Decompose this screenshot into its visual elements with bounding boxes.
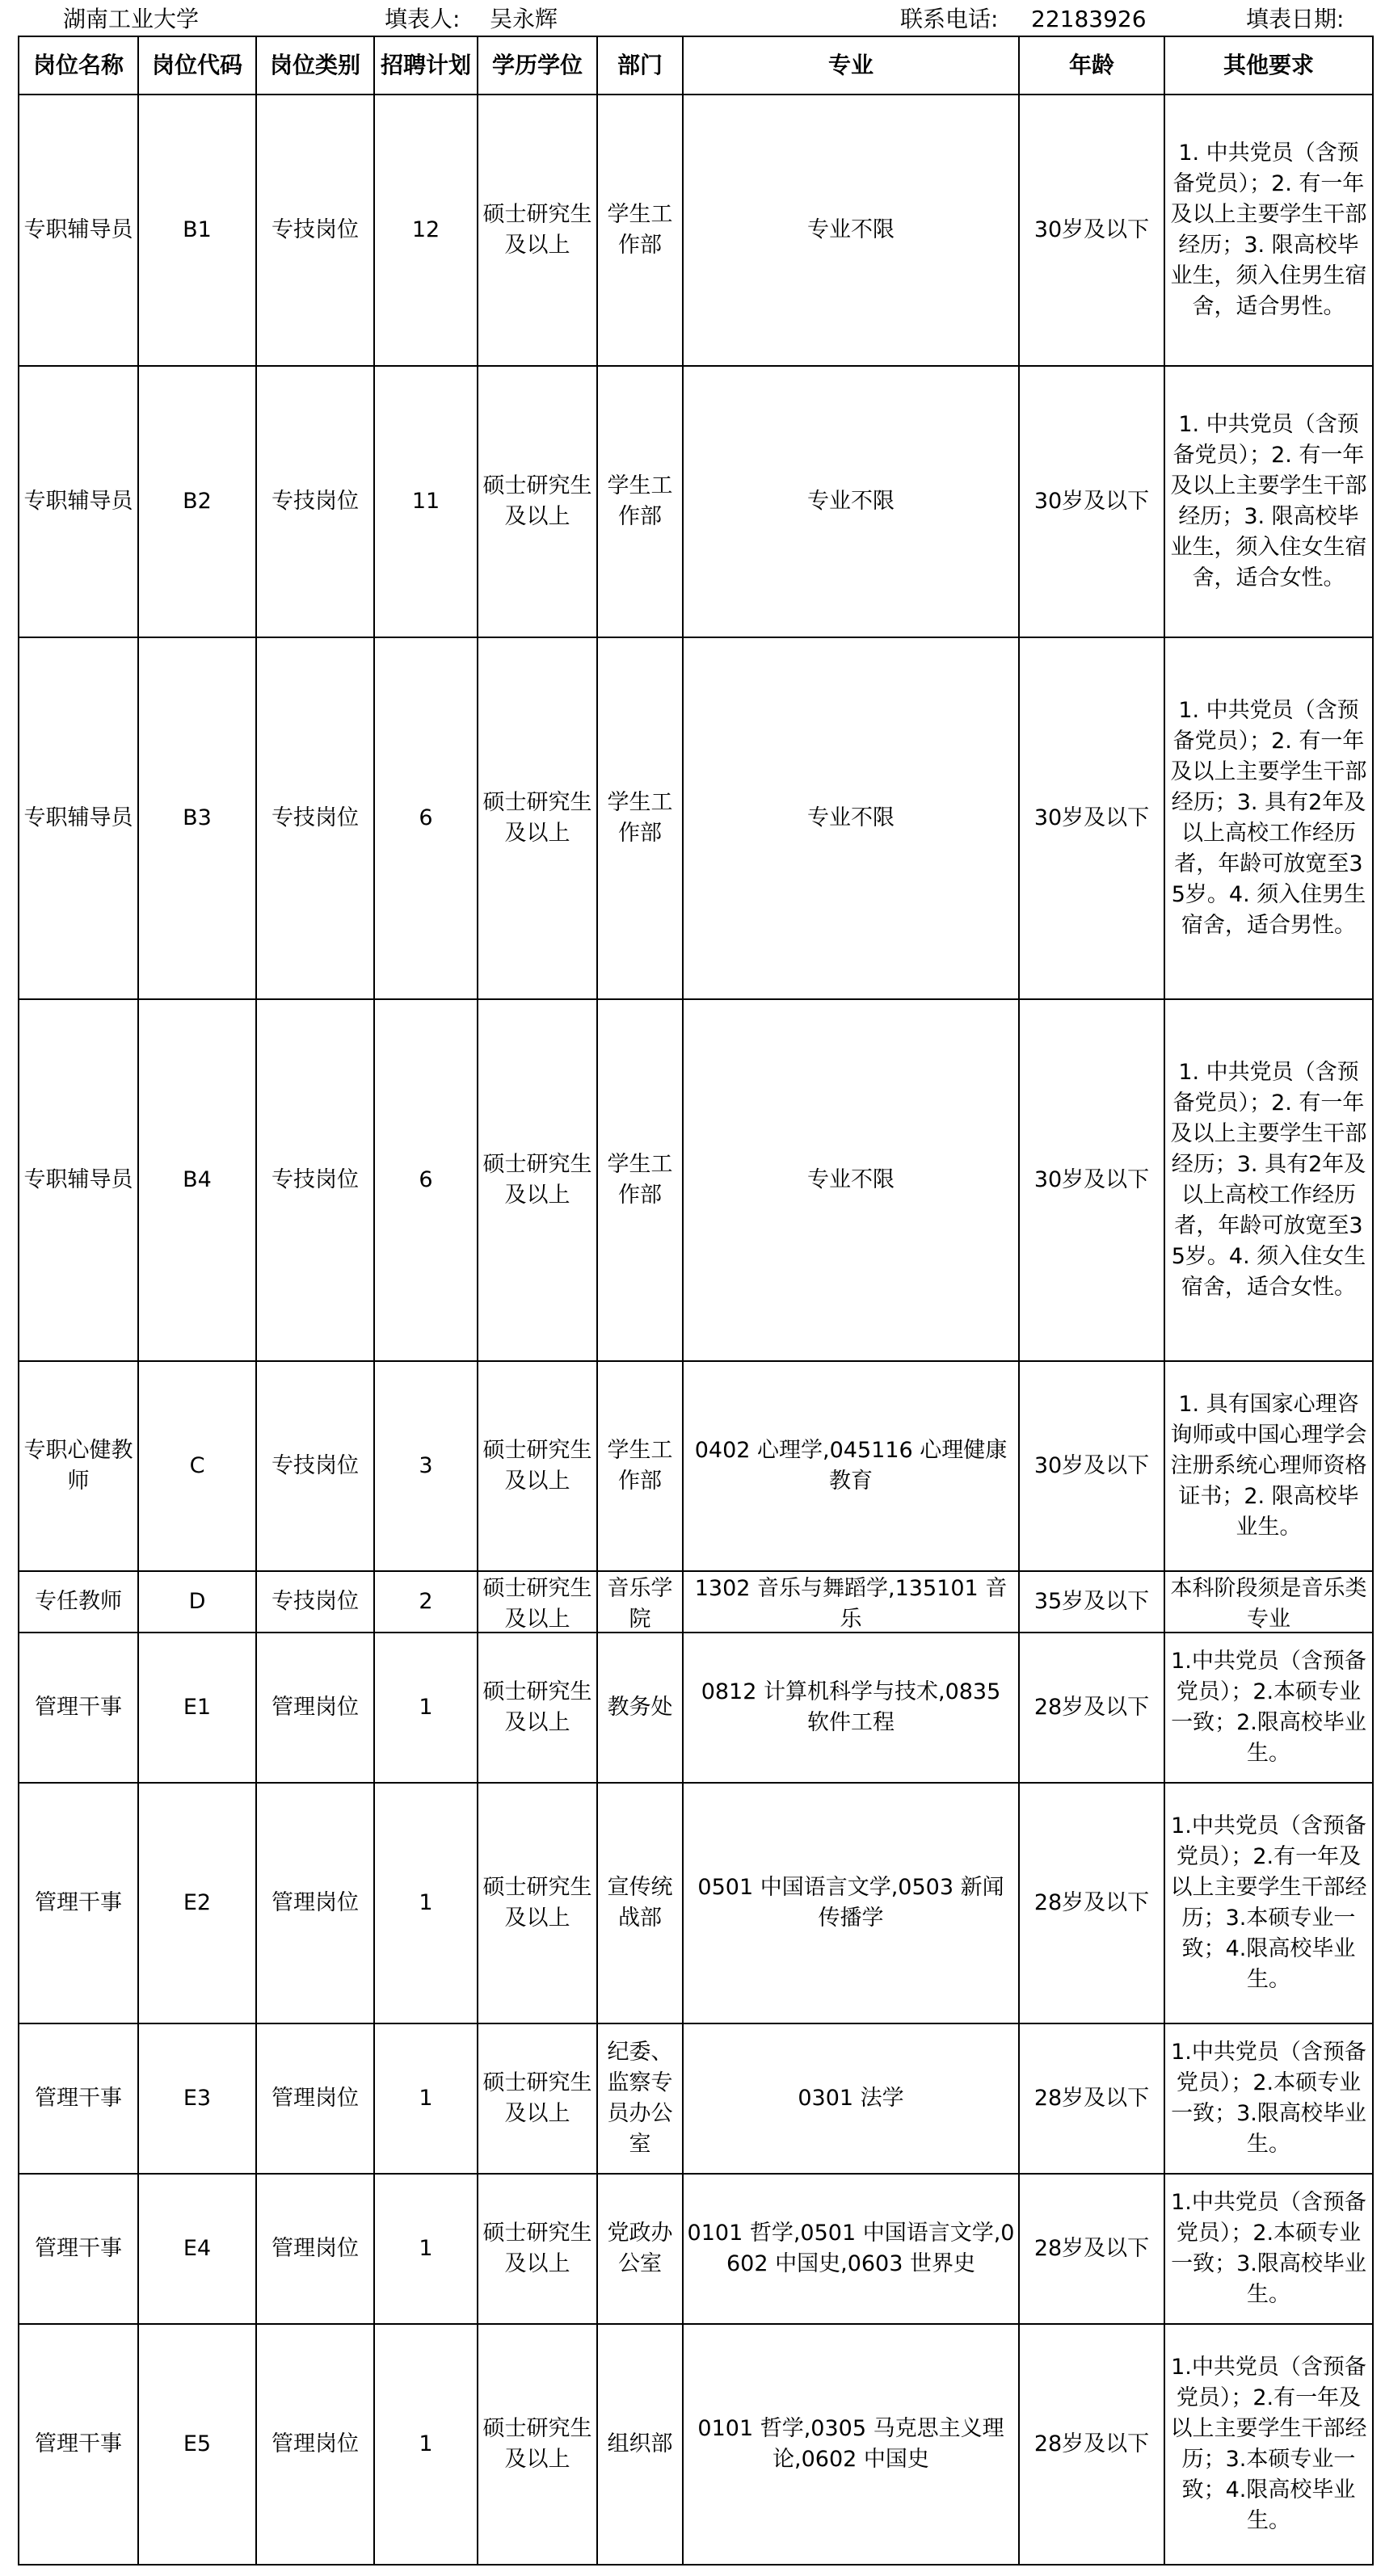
- table-row: [19, 366, 1373, 637]
- cell-age: 30岁及以下: [1019, 999, 1164, 1361]
- cell-other: 1. 中共党员（含预备党员）；2. 有一年及以上主要学生干部经历；3. 限高校毕业生，须入住男生宿舍，适合男性。: [1164, 95, 1373, 366]
- cell-name: 管理干事: [19, 2174, 138, 2324]
- cell-major: [683, 1571, 1019, 1633]
- cell-code: B3: [138, 637, 256, 999]
- cell-age: 28岁及以下: [1019, 2324, 1164, 2565]
- cell-name: 专职辅导员: [19, 999, 138, 1361]
- cell-category: 专技岗位: [256, 999, 374, 1361]
- cell-name: 专职辅导员: [19, 637, 138, 999]
- cell-name: 管理干事: [19, 1633, 138, 1783]
- cell-code: E2: [138, 1783, 256, 2023]
- cell-other: 1.中共党员（含预备党员）；2.本硕专业一致；2.限高校毕业生。: [1164, 1633, 1373, 1783]
- cell-major: 专业不限: [683, 95, 1019, 366]
- cell-category: 专技岗位: [256, 637, 374, 999]
- cell-degree: 硕士研究生及以上: [478, 999, 597, 1361]
- form-header: [0, 0, 1385, 36]
- cell-other-text: 本科阶段须是音乐类专业: [1170, 1576, 1367, 1632]
- cell-category: 管理岗位: [256, 1783, 374, 2023]
- cell-plan: 1: [374, 1783, 478, 2023]
- cell-age: 28岁及以下: [1019, 1633, 1164, 1783]
- cell-major: 0301 法学: [683, 2023, 1019, 2174]
- cell-name: 管理干事: [19, 2324, 138, 2565]
- cell-name: 管理干事: [19, 2023, 138, 2174]
- cell-age: 30岁及以下: [1019, 1361, 1164, 1571]
- table-row: [19, 2324, 1373, 2565]
- cell-degree: [478, 1571, 597, 1633]
- cell-dept: 组织部: [597, 2324, 683, 2565]
- cell-age: 35岁及以下: [1019, 1571, 1164, 1633]
- cell-age: 28岁及以下: [1019, 2023, 1164, 2174]
- table-row: [19, 2174, 1373, 2324]
- cell-major: 0402 心理学,045116 心理健康教育: [683, 1361, 1019, 1571]
- cell-code: E1: [138, 1633, 256, 1783]
- cell-other: 1.中共党员（含预备党员）；2.本硕专业一致；3.限高校毕业生。: [1164, 2023, 1373, 2174]
- col-header-category: 岗位类别: [256, 36, 374, 95]
- cell-dept: 教务处: [597, 1633, 683, 1783]
- cell-name: 专职辅导员: [19, 95, 138, 366]
- cell-dept: 学生工作部: [597, 637, 683, 999]
- cell-category: 管理岗位: [256, 2023, 374, 2174]
- table-row: [19, 2023, 1373, 2174]
- col-header-dept: 部门: [597, 36, 683, 95]
- cell-plan: 1: [374, 2324, 478, 2565]
- cell-plan: 2: [374, 1571, 478, 1633]
- cell-age: 30岁及以下: [1019, 95, 1164, 366]
- col-header-name: 岗位名称: [19, 36, 138, 95]
- cell-code: B4: [138, 999, 256, 1361]
- cell-plan: 3: [374, 1361, 478, 1571]
- cell-category: 管理岗位: [256, 1633, 374, 1783]
- col-header-age: 年龄: [1019, 36, 1164, 95]
- cell-code: E5: [138, 2324, 256, 2565]
- cell-code: C: [138, 1361, 256, 1571]
- cell-degree: 硕士研究生及以上: [478, 1361, 597, 1571]
- cell-dept: 党政办公室: [597, 2174, 683, 2324]
- cell-other: 1. 中共党员（含预备党员）；2. 有一年及以上主要学生干部经历；3. 具有2年及以上高校工作经历者，年龄可放宽至35岁。4. 须入住男生宿舍，适合男性。: [1164, 637, 1373, 999]
- cell-other: [1164, 1571, 1373, 1633]
- cell-other: 1. 中共党员（含预备党员）；2. 有一年及以上主要学生干部经历；3. 具有2年及以上高校工作经历者，年龄可放宽至35岁。4. 须入住女生宿舍，适合女性。: [1164, 999, 1373, 1361]
- table-row: [19, 1571, 1373, 1633]
- cell-plan: 1: [374, 2174, 478, 2324]
- cell-name: 专职心健教师: [19, 1361, 138, 1571]
- cell-dept: 学生工作部: [597, 999, 683, 1361]
- cell-degree: 硕士研究生及以上: [478, 366, 597, 637]
- cell-major: 专业不限: [683, 637, 1019, 999]
- phone-number: 22183926: [1031, 6, 1147, 32]
- cell-category: 专技岗位: [256, 95, 374, 366]
- table-row: [19, 1633, 1373, 1783]
- cell-code: E3: [138, 2023, 256, 2174]
- cell-plan: 1: [374, 1633, 478, 1783]
- cell-degree-text: 硕士研究生及以上: [482, 1576, 592, 1632]
- cell-category: 管理岗位: [256, 2174, 374, 2324]
- col-header-code: 岗位代码: [138, 36, 256, 95]
- cell-code: E4: [138, 2174, 256, 2324]
- cell-other: 1. 中共党员（含预备党员）；2. 有一年及以上主要学生干部经历；3. 限高校毕业生，须入住女生宿舍，适合女性。: [1164, 366, 1373, 637]
- cell-major: 0812 计算机科学与技术,0835 软件工程: [683, 1633, 1019, 1783]
- cell-other: 1.中共党员（含预备党员）；2.有一年及以上主要学生干部经历；3.本硕专业一致；4.限高校毕业生。: [1164, 2324, 1373, 2565]
- cell-dept: 学生工作部: [597, 1361, 683, 1571]
- filler-label: 填表人:: [385, 6, 461, 32]
- col-header-degree: 学历学位: [478, 36, 597, 95]
- table-row: [19, 999, 1373, 1361]
- cell-major: 0101 哲学,0305 马克思主义理论,0602 中国史: [683, 2324, 1019, 2565]
- cell-degree: 硕士研究生及以上: [478, 95, 597, 366]
- cell-plan: 6: [374, 637, 478, 999]
- cell-dept-text: 音乐学院: [607, 1576, 673, 1632]
- cell-code: D: [138, 1571, 256, 1633]
- cell-dept: 学生工作部: [597, 95, 683, 366]
- table-row: [19, 637, 1373, 999]
- cell-other: 1.中共党员（含预备党员）；2.本硕专业一致；3.限高校毕业生。: [1164, 2174, 1373, 2324]
- cell-major: 专业不限: [683, 999, 1019, 1361]
- cell-major: 专业不限: [683, 366, 1019, 637]
- cell-plan: 6: [374, 999, 478, 1361]
- cell-dept: 纪委、监察专员办公室: [597, 2023, 683, 2174]
- cell-dept: 宣传统战部: [597, 1783, 683, 2023]
- cell-degree: 硕士研究生及以上: [478, 1633, 597, 1783]
- cell-other: 1.中共党员（含预备党员）；2.有一年及以上主要学生干部经历；3.本硕专业一致；4.限高校毕业生。: [1164, 1783, 1373, 2023]
- cell-major-text: 1302 音乐与舞蹈学,135101 音乐: [694, 1576, 1008, 1632]
- cell-category: 专技岗位: [256, 1571, 374, 1633]
- cell-code: B2: [138, 366, 256, 637]
- cell-name: 专职辅导员: [19, 366, 138, 637]
- cell-dept: 学生工作部: [597, 366, 683, 637]
- col-header-plan: 招聘计划: [374, 36, 478, 95]
- school-name: 湖南工业大学: [63, 6, 200, 32]
- col-header-major: 专业: [683, 36, 1019, 95]
- cell-category: 专技岗位: [256, 366, 374, 637]
- cell-degree: 硕士研究生及以上: [478, 637, 597, 999]
- cell-degree: 硕士研究生及以上: [478, 2023, 597, 2174]
- cell-age: 30岁及以下: [1019, 637, 1164, 999]
- cell-age: 28岁及以下: [1019, 1783, 1164, 2023]
- phone-label: 联系电话:: [900, 6, 999, 32]
- cell-plan: 1: [374, 2023, 478, 2174]
- cell-name: 管理干事: [19, 1783, 138, 2023]
- table-row: [19, 1361, 1373, 1571]
- cell-major: 0501 中国语言文学,0503 新闻传播学: [683, 1783, 1019, 2023]
- cell-plan: 11: [374, 366, 478, 637]
- cell-degree: 硕士研究生及以上: [478, 2324, 597, 2565]
- cell-code: B1: [138, 95, 256, 366]
- cell-major: 0101 哲学,0501 中国语言文学,0602 中国史,0603 世界史: [683, 2174, 1019, 2324]
- cell-category: 专技岗位: [256, 1361, 374, 1571]
- cell-other: 1. 具有国家心理咨询师或中国心理学会注册系统心理师资格证书；2. 限高校毕业生。: [1164, 1361, 1373, 1571]
- cell-degree: 硕士研究生及以上: [478, 1783, 597, 2023]
- cell-name: 专任教师: [19, 1571, 138, 1633]
- header-row: [19, 36, 1373, 95]
- date-label: 填表日期:: [1246, 6, 1345, 32]
- cell-category: 管理岗位: [256, 2324, 374, 2565]
- cell-age: 28岁及以下: [1019, 2174, 1164, 2324]
- cell-age: 30岁及以下: [1019, 366, 1164, 637]
- table-row: [19, 1783, 1373, 2023]
- cell-plan: 12: [374, 95, 478, 366]
- table-row: [19, 95, 1373, 366]
- cell-degree: 硕士研究生及以上: [478, 2174, 597, 2324]
- recruitment-table: [18, 36, 1374, 2565]
- col-header-other: 其他要求: [1164, 36, 1373, 95]
- filler-name: 吴永辉: [490, 6, 558, 32]
- cell-dept: [597, 1571, 683, 1633]
